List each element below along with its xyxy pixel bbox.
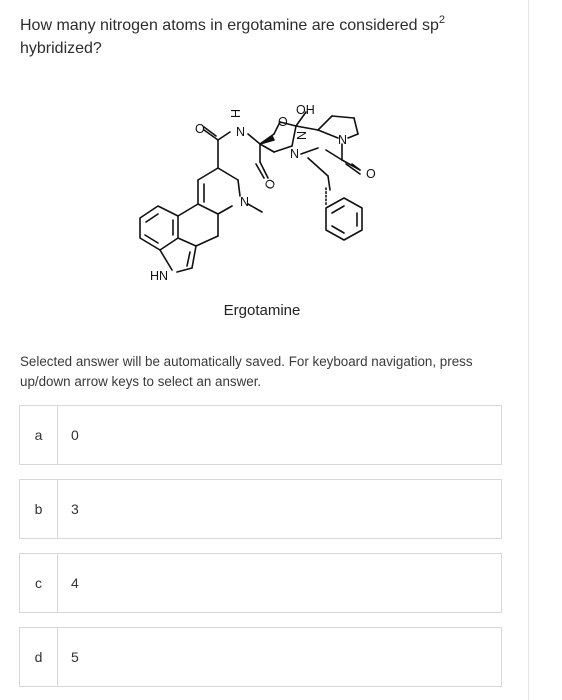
atom-label-methyl-n: N <box>240 195 250 209</box>
answer-option-b[interactable] <box>19 479 502 539</box>
page-right-border <box>528 0 529 700</box>
atom-label-h: H <box>229 108 243 118</box>
figure-caption: Ergotamine <box>223 302 301 319</box>
atom-label-amide-n: N <box>236 125 246 139</box>
atom-label-o2: O <box>278 115 288 129</box>
question-main: How many nitrogen atoms in ergotamine are considered sp <box>20 17 439 34</box>
answer-option-a[interactable] <box>19 405 502 465</box>
atom-label-n-bridge: N <box>290 147 300 161</box>
atom-label-o4: O <box>366 167 376 181</box>
ergotamine-structure <box>120 92 390 332</box>
atom-label-hn: HN <box>150 269 169 283</box>
option-value: 4 <box>71 575 79 591</box>
question-superscript: 2 <box>438 13 446 26</box>
option-value: 3 <box>71 501 79 517</box>
option-letter: d <box>20 628 58 686</box>
question-text <box>20 14 490 60</box>
atom-label-o3: O <box>261 176 279 192</box>
option-value: 0 <box>71 427 79 443</box>
ergotamine-structure-drawing <box>120 92 390 332</box>
option-value: 5 <box>71 649 79 665</box>
question-tail: hybridized? <box>20 40 102 57</box>
atom-label-n-pip: N <box>338 133 348 147</box>
answer-instructions: Selected answer will be automatically saved. For keyboard navigation, press up/down arrow keys to select an answer. <box>20 354 473 389</box>
atom-label-oh: OH <box>296 103 315 117</box>
answer-option-d[interactable] <box>19 627 502 687</box>
answer-option-c[interactable] <box>19 553 502 613</box>
option-letter: b <box>20 480 58 538</box>
option-letter: a <box>20 406 58 464</box>
option-letter: c <box>20 554 58 612</box>
atom-label-o1: O <box>195 122 205 136</box>
atom-label-n-ring: N <box>295 130 309 140</box>
